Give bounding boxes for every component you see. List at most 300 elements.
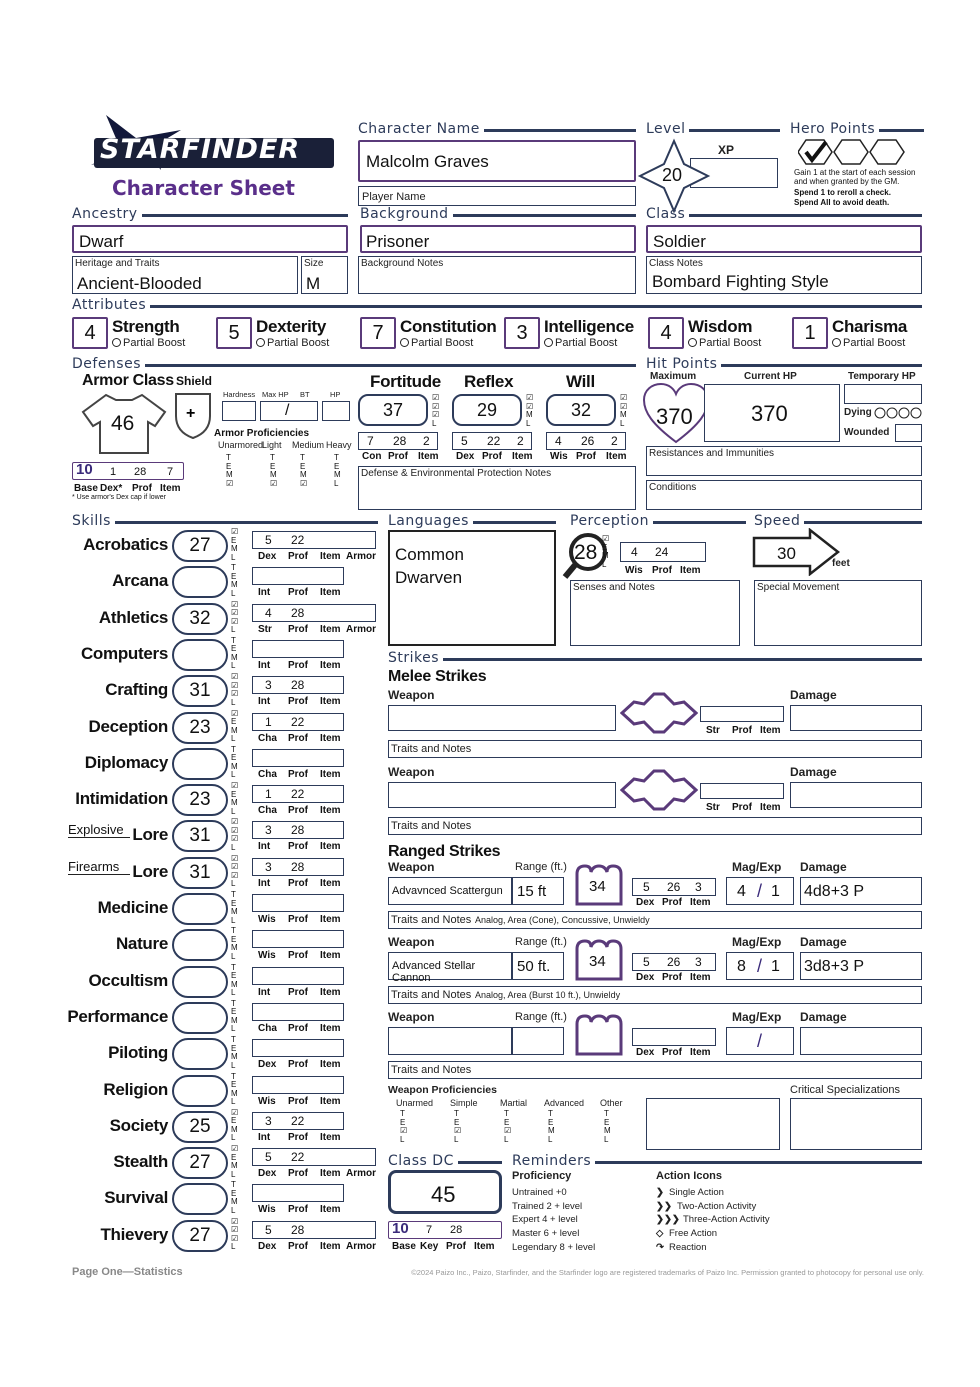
ac-part-label: Prof [132, 483, 152, 494]
ranged-part-label: Item [690, 1047, 711, 1058]
skill-tem[interactable]: ☑ ☑ ☑ L [231, 599, 239, 635]
skill-attr-value: 1 [265, 787, 272, 802]
partial-boost[interactable] [544, 337, 617, 349]
ranged-damage-field[interactable] [800, 1027, 922, 1055]
ranged-magexp-label: Mag/Exp [732, 860, 782, 874]
attributes-heading: Attributes [72, 297, 922, 313]
skill-breakdown[interactable] [252, 785, 344, 803]
weapon-prof-tem[interactable]: T E ☑ L [454, 1109, 462, 1144]
save-breakdown [452, 432, 532, 450]
skill-breakdown[interactable] [252, 858, 344, 876]
hp-current-field[interactable] [704, 384, 840, 442]
skill-name: Society [109, 1115, 168, 1135]
melee-attack-badge[interactable] [620, 690, 698, 741]
skill-prof-label: Prof [288, 1059, 308, 1071]
save-value-box[interactable]: 29 [452, 394, 522, 426]
three-action-icon: ❯❯❯ [656, 1214, 680, 1226]
perception-breakdown [620, 542, 706, 562]
attribute-value-box[interactable]: 1 [792, 317, 828, 349]
skill-breakdown[interactable] [252, 1148, 376, 1166]
melee-weapon-field[interactable] [388, 705, 616, 731]
skill-item-label: Item [320, 768, 341, 780]
partial-boost[interactable] [832, 337, 905, 349]
proficiency-reminder-line: Untrained +0 [512, 1187, 567, 1198]
melee-part-label: Item [760, 725, 781, 736]
conditions-field[interactable] [646, 480, 922, 510]
ac-part-label: Dex* [100, 483, 123, 494]
env-notes-field[interactable] [358, 466, 636, 510]
proficiency-reminder-line: Trained 2 + level [512, 1200, 583, 1212]
armor-proficiencies-label: Armor Proficiencies [214, 428, 310, 439]
skill-attr-value: 3 [265, 678, 272, 693]
shield-hp-field[interactable] [260, 401, 318, 421]
skill-prof-label: Prof [288, 986, 308, 998]
skill-tem[interactable]: T E M L [231, 1071, 238, 1106]
ranged-strikes-label: Ranged Strikes [388, 843, 501, 860]
skill-prof-value: 28 [291, 823, 305, 838]
skill-attr-label: Dex [258, 1059, 277, 1071]
melee-weapon-field[interactable] [388, 782, 616, 808]
skill-tem[interactable]: ☑ ☑ ☑ L [231, 853, 239, 889]
skill-tem[interactable]: ☑ ☑ ☑ L [231, 1216, 239, 1252]
save-name: Fortitude [370, 372, 441, 391]
skill-tem[interactable]: T E M L [231, 926, 238, 961]
skill-total[interactable]: 31 [172, 857, 228, 889]
ranged-weapon-field[interactable] [388, 952, 512, 984]
action-icons-title: Action Icons [656, 1170, 723, 1182]
skill-name: Performance [67, 1006, 168, 1026]
defenses-heading: Defenses [72, 356, 636, 372]
skill-tem[interactable]: ☑ E M L [231, 781, 239, 816]
skill-breakdown[interactable] [252, 749, 344, 767]
save-part-value: 2 [517, 434, 524, 448]
skill-breakdown[interactable] [252, 1076, 344, 1094]
crit-spec-label: Critical Specializations [790, 1084, 901, 1096]
skill-attr-label: Wis [258, 914, 276, 925]
skill-item-label: Item [320, 877, 341, 889]
ranged-breakdown [632, 878, 716, 896]
skill-name: Medicine [97, 898, 168, 917]
skill-total[interactable]: 23 [172, 784, 228, 816]
save-part-label: Con [362, 451, 382, 462]
partial-boost-circle-icon[interactable] [256, 338, 265, 347]
attribute-value-box[interactable]: 3 [504, 317, 540, 349]
skill-prof-value: 28 [291, 678, 305, 693]
class-value: Soldier [653, 232, 706, 251]
free-action-icon: ◇ [656, 1228, 664, 1240]
hardness-label: Hardness [223, 390, 256, 399]
starfinder-logo [86, 110, 336, 180]
class-dc-part-label: Prof [446, 1241, 466, 1252]
class-dc-box[interactable] [388, 1170, 502, 1214]
skill-attr-label: Int [258, 659, 271, 671]
ranged-breakdown [632, 953, 716, 971]
hero-points-heading: Hero Points [790, 121, 924, 137]
skill-prof-label: Prof [288, 623, 308, 635]
size-field[interactable] [301, 256, 348, 294]
background-field[interactable] [360, 225, 636, 253]
ranged-weapon-name: Advavnced Scattergun [392, 885, 503, 897]
ac-note: * Use armor's Dex cap if lower [72, 494, 166, 501]
melee-damage-label: Damage [790, 765, 837, 779]
size-label: Size [304, 258, 324, 269]
skill-tem[interactable]: T E M L [231, 890, 238, 925]
ranged-magexp-field[interactable] [726, 877, 794, 905]
partial-boost[interactable] [112, 337, 185, 349]
skill-attr-label: Str [258, 623, 272, 635]
skill-breakdown[interactable] [252, 1184, 344, 1202]
proficiency-reminder-line: Legendary 8 + level [512, 1241, 596, 1253]
skill-breakdown[interactable] [252, 821, 344, 839]
ranged-traits-value: Analog, Area (Burst 10 ft.), Unwieldy [475, 990, 621, 1000]
partial-boost[interactable] [256, 337, 329, 349]
skill-tem[interactable]: ☑ E M L [231, 1107, 239, 1143]
shield-current-hp-field[interactable] [322, 401, 350, 421]
skill-tem[interactable]: ☑ ☑ ☑ L [231, 817, 239, 852]
skill-breakdown[interactable] [252, 531, 376, 549]
melee-traits-field[interactable] [388, 817, 922, 835]
melee-traits-label: Traits and Notes [391, 820, 472, 832]
skill-name: Crafting [105, 680, 168, 700]
skill-prof-label: Prof [288, 805, 308, 817]
speed-value[interactable]: 30 [777, 544, 796, 563]
skill-breakdown[interactable] [252, 967, 344, 985]
ranged-weapon-name: Advanced Stellar Cannon [392, 960, 476, 984]
class-notes-field[interactable] [646, 256, 922, 294]
skill-name: Nature [115, 934, 168, 954]
class-dc-part-label: Item [474, 1241, 495, 1252]
skill-attr-value: 3 [265, 823, 272, 838]
skill-prof-value: 22 [291, 533, 305, 547]
ranged-magexp-slash: / [757, 956, 763, 976]
hero-note-1: Gain 1 at the start of each session and when granted by the GM. [794, 168, 916, 186]
save-part-value: 28 [393, 434, 407, 448]
shield-slash: / [285, 402, 290, 419]
skill-total[interactable] [172, 966, 228, 998]
skill-item-label: Item [320, 914, 341, 925]
weapon-prof-col-label: Advanced [544, 1098, 585, 1108]
perception-value[interactable]: 28 [574, 541, 598, 564]
ac-base-value: 10 [76, 461, 93, 478]
skill-breakdown[interactable] [252, 1112, 344, 1130]
bt-label: BT [300, 390, 310, 399]
skill-prof-value: 22 [291, 787, 305, 802]
skill-armor-label: Armor [346, 551, 377, 562]
melee-breakdown [700, 706, 784, 722]
partial-boost-circle-icon[interactable] [688, 338, 697, 347]
class-field[interactable] [646, 225, 922, 253]
skill-prof-label: Prof [288, 732, 308, 744]
hp-temp-field[interactable] [844, 384, 922, 404]
skill-attr-value: 4 [265, 605, 272, 620]
skill-prof-label: Prof [288, 696, 308, 708]
ranged-damage-label: Damage [800, 935, 847, 949]
ranged-damage-label: Damage [800, 860, 847, 874]
skill-breakdown[interactable] [252, 676, 344, 694]
skill-breakdown[interactable] [252, 1221, 376, 1239]
ranged-traits-field[interactable] [388, 911, 922, 929]
skill-name: Arcana [112, 571, 168, 591]
skill-total[interactable]: 27 [172, 1147, 228, 1179]
ranged-weapon-field[interactable] [388, 1027, 512, 1055]
attribute-value-box[interactable]: 4 [72, 317, 108, 349]
hp-current-label: Current HP [744, 371, 797, 382]
ranged-part-value: 3 [695, 880, 702, 894]
action-icon-label: Two-Action Activity [677, 1200, 757, 1212]
skill-attr-label: Cha [258, 768, 277, 780]
save-tem[interactable]: ☑ ☑ ☑ L [432, 393, 440, 428]
class-dc-part-label: Key [420, 1241, 439, 1252]
ac-prof-value: 28 [134, 466, 147, 478]
hero-note-2: Spend 1 to reroll a check. [794, 188, 891, 197]
armor-prof-tem[interactable]: T E M ☑ [226, 453, 234, 488]
skill-breakdown[interactable] [252, 1003, 344, 1021]
skill-breakdown[interactable] [252, 930, 344, 948]
skill-attr-label: Wis [258, 1204, 276, 1216]
ranged-range-field[interactable] [512, 952, 564, 980]
ranged-attack-badge[interactable] [574, 1012, 624, 1061]
language-2: Dwarven [395, 568, 463, 587]
ranged-part-label: Prof [662, 1047, 682, 1058]
crit-spec-field[interactable] [790, 1098, 922, 1150]
hero-point-hexes[interactable] [798, 138, 906, 166]
save-part-value: 2 [423, 434, 430, 448]
ranged-mag-value: 4 [737, 883, 746, 900]
player-name-field[interactable] [358, 186, 636, 206]
ac-item-value: 7 [167, 466, 174, 478]
skill-breakdown[interactable] [252, 1039, 344, 1057]
action-icon-label: Free Action [669, 1228, 718, 1240]
skill-total[interactable]: 27 [172, 1220, 228, 1252]
perception-part-wis: Wis [625, 565, 643, 576]
character-name-field[interactable] [358, 140, 636, 182]
skill-tem[interactable]: ☑ E M L [231, 527, 239, 562]
save-part-value: 7 [367, 434, 374, 448]
save-name: Reflex [464, 372, 514, 391]
skill-item-label: Item [320, 587, 341, 599]
ancestry-value: Dwarf [79, 232, 124, 251]
skill-item-label: Item [320, 986, 341, 998]
partial-boost-circle-icon[interactable] [112, 338, 121, 347]
perception-part-prof: Prof [652, 565, 672, 576]
level-value[interactable]: 20 [662, 165, 683, 185]
partial-boost-label: Partial Boost [411, 337, 474, 349]
lore-topic: Firearms [68, 859, 130, 875]
weapon-prof-tem[interactable]: T E ☑ L [400, 1109, 408, 1144]
ranged-attack-value: 34 [589, 878, 606, 895]
melee-weapon-label: Weapon [388, 765, 435, 779]
armor-class-label: Armor Class [82, 372, 174, 389]
skill-total[interactable] [172, 1075, 228, 1107]
ancestry-field[interactable] [72, 225, 348, 253]
skill-attr-label: Dex [258, 1240, 277, 1252]
melee-damage-field[interactable] [790, 782, 922, 808]
armor-class-value[interactable]: 46 [111, 412, 135, 435]
partial-boost-circle-icon[interactable] [400, 338, 409, 347]
ranged-attack-value: 34 [589, 953, 606, 970]
ranged-traits-field[interactable] [388, 986, 922, 1004]
skill-attr-label: Cha [258, 1022, 277, 1034]
heritage-field[interactable] [72, 256, 298, 294]
weapon-prof-tem[interactable]: T E M L [548, 1109, 555, 1144]
skill-item-label: Item [320, 1204, 341, 1216]
ranged-magexp-field[interactable] [726, 952, 794, 980]
skill-breakdown[interactable] [252, 640, 344, 658]
resistances-field[interactable] [646, 446, 922, 476]
hero-note-3: Spend All to avoid death. [794, 198, 890, 207]
skill-total[interactable]: 27 [172, 530, 228, 562]
ranged-damage-field[interactable] [800, 952, 922, 980]
skill-prof-value: 28 [291, 1222, 305, 1237]
attribute-name: Wisdom [688, 317, 753, 336]
melee-traits-field[interactable] [388, 740, 922, 758]
attribute-value-box[interactable]: 5 [216, 317, 252, 349]
skill-prof-label: Prof [288, 1204, 308, 1216]
background-notes-field[interactable] [358, 256, 636, 294]
attribute-value-box[interactable]: 4 [648, 317, 684, 349]
skill-breakdown[interactable] [252, 604, 376, 622]
skill-item-label: Item [320, 841, 341, 853]
heritage-value: Ancient-Blooded [77, 274, 202, 293]
language-1: Common [395, 545, 464, 564]
skill-attr-label: Int [258, 841, 271, 853]
skill-tem[interactable]: T E M L [231, 563, 238, 598]
weapon-prof-col-label: Martial [500, 1098, 528, 1108]
armor-prof-tem[interactable]: T E M ☑ [300, 453, 308, 488]
ranged-part-label: Dex [636, 1047, 655, 1058]
skill-prof-label: Prof [288, 877, 308, 889]
save-tem[interactable]: ☑ ☑ M L [620, 393, 628, 428]
wounded-field[interactable] [895, 424, 922, 442]
env-notes-label: Defense & Environmental Protection Notes [361, 468, 552, 479]
save-part-label: Dex [456, 451, 475, 462]
languages-field[interactable] [388, 530, 556, 646]
strikes-heading: Strikes [388, 650, 922, 666]
save-value-box[interactable]: 37 [358, 394, 428, 426]
hp-temp-label: Temporary HP [848, 371, 916, 382]
skill-total[interactable] [172, 1038, 228, 1070]
melee-strikes-label: Melee Strikes [388, 668, 487, 685]
save-part-value: 2 [611, 434, 618, 448]
skill-total[interactable] [172, 1002, 228, 1034]
ranged-damage-field[interactable] [800, 877, 922, 905]
perception-tem[interactable]: ☑ E M L [602, 534, 610, 569]
melee-damage-field[interactable] [790, 705, 922, 731]
skill-prof-label: Prof [288, 841, 308, 853]
ac-dex-value: 1 [110, 466, 117, 478]
attribute-value-box[interactable]: 7 [360, 317, 396, 349]
partial-boost-circle-icon[interactable] [544, 338, 553, 347]
skill-total[interactable]: 31 [172, 675, 228, 707]
ranged-part-label: Item [690, 972, 711, 983]
skill-tem[interactable]: T E M L [231, 1035, 238, 1070]
partial-boost-label: Partial Boost [843, 337, 906, 349]
skill-tem[interactable]: ☑ E M L [231, 1144, 239, 1179]
skill-attr-label: Int [258, 696, 271, 708]
class-dc-value: 45 [431, 1182, 456, 1207]
skill-tem[interactable]: ☑ E M L [231, 708, 239, 743]
special-movement-label: Special Movement [757, 582, 840, 593]
skill-total[interactable] [172, 639, 228, 671]
skill-total[interactable]: 32 [172, 603, 228, 635]
hit-points-heading: Hit Points [646, 356, 922, 372]
skill-total[interactable] [172, 566, 228, 598]
senses-field[interactable] [570, 580, 740, 646]
skill-total[interactable] [172, 929, 228, 961]
partial-boost[interactable] [400, 337, 473, 349]
skill-name: Piloting [108, 1043, 168, 1063]
action-icon-label: Reaction [669, 1241, 707, 1253]
dying-circles[interactable] [874, 406, 924, 420]
save-tem[interactable]: ☑ ☑ M L [526, 393, 534, 428]
ranged-magexp-field[interactable] [726, 1027, 794, 1055]
hp-max-value[interactable]: 370 [656, 404, 693, 429]
ranged-traits-field[interactable] [388, 1061, 922, 1079]
partial-boost[interactable] [688, 337, 761, 349]
partial-boost-label: Partial Boost [123, 337, 186, 349]
skill-attr-label: Cha [258, 805, 277, 817]
skill-total[interactable]: 31 [172, 820, 228, 852]
skill-breakdown[interactable] [252, 713, 344, 731]
skill-tem[interactable]: T E M L [231, 962, 238, 998]
player-name-label: Player Name [362, 191, 426, 203]
skill-tem[interactable]: T E M L [231, 998, 238, 1034]
skill-prof-value: 28 [291, 605, 305, 620]
melee-weapon-label: Weapon [388, 688, 435, 702]
page-label: Page One—Statistics [72, 1266, 183, 1278]
armor-prof-col-label: Unarmored [218, 440, 264, 450]
skill-name: Deception [88, 716, 168, 736]
ranged-range-field[interactable] [512, 877, 564, 905]
partial-boost-circle-icon[interactable] [832, 338, 841, 347]
skill-item-label: Item [320, 1022, 341, 1034]
shield-hardness-field[interactable] [222, 401, 256, 421]
weapon-prof-tem[interactable]: T E M L [604, 1109, 611, 1144]
weapon-prof-tem[interactable]: T E ☑ L [504, 1109, 512, 1144]
skill-total[interactable]: 25 [172, 1111, 228, 1143]
skill-breakdown[interactable] [252, 894, 344, 912]
melee-attack-badge[interactable] [620, 767, 698, 818]
skill-total[interactable] [172, 1183, 228, 1215]
ranged-weapon-field[interactable] [388, 877, 512, 905]
background-value: Prisoner [366, 232, 430, 251]
skill-prof-label: Prof [288, 950, 308, 962]
skill-tem[interactable]: T E M L [231, 635, 238, 671]
skill-prof-label: Prof [288, 551, 308, 562]
skill-item-label: Item [320, 696, 341, 708]
armor-prof-tem[interactable]: T E M L [334, 453, 341, 488]
save-value-box[interactable]: 32 [546, 394, 616, 426]
skill-item-label: Item [320, 623, 341, 635]
ac-part-label: Item [160, 483, 181, 494]
skill-total[interactable] [172, 893, 228, 925]
class-dc-base: 10 [392, 1220, 409, 1237]
attribute-name: Strength [112, 317, 180, 336]
weapon-prof-other-field[interactable] [646, 1098, 780, 1150]
skill-tem[interactable]: T E M L [231, 744, 238, 780]
senses-label: Senses and Notes [573, 582, 655, 593]
ranged-part-value: 26 [667, 955, 681, 969]
level-heading: Level [646, 121, 780, 137]
special-movement-field[interactable] [754, 580, 922, 646]
skill-tem[interactable]: ☑ ☑ ☑ L [231, 672, 239, 707]
skill-total[interactable]: 23 [172, 712, 228, 744]
ranged-range-field[interactable] [512, 1027, 564, 1055]
skill-breakdown[interactable] [252, 567, 344, 585]
armor-prof-tem[interactable]: T E M ☑ [270, 453, 278, 488]
skill-total[interactable] [172, 748, 228, 780]
skill-tem[interactable]: T E M L [231, 1180, 238, 1215]
